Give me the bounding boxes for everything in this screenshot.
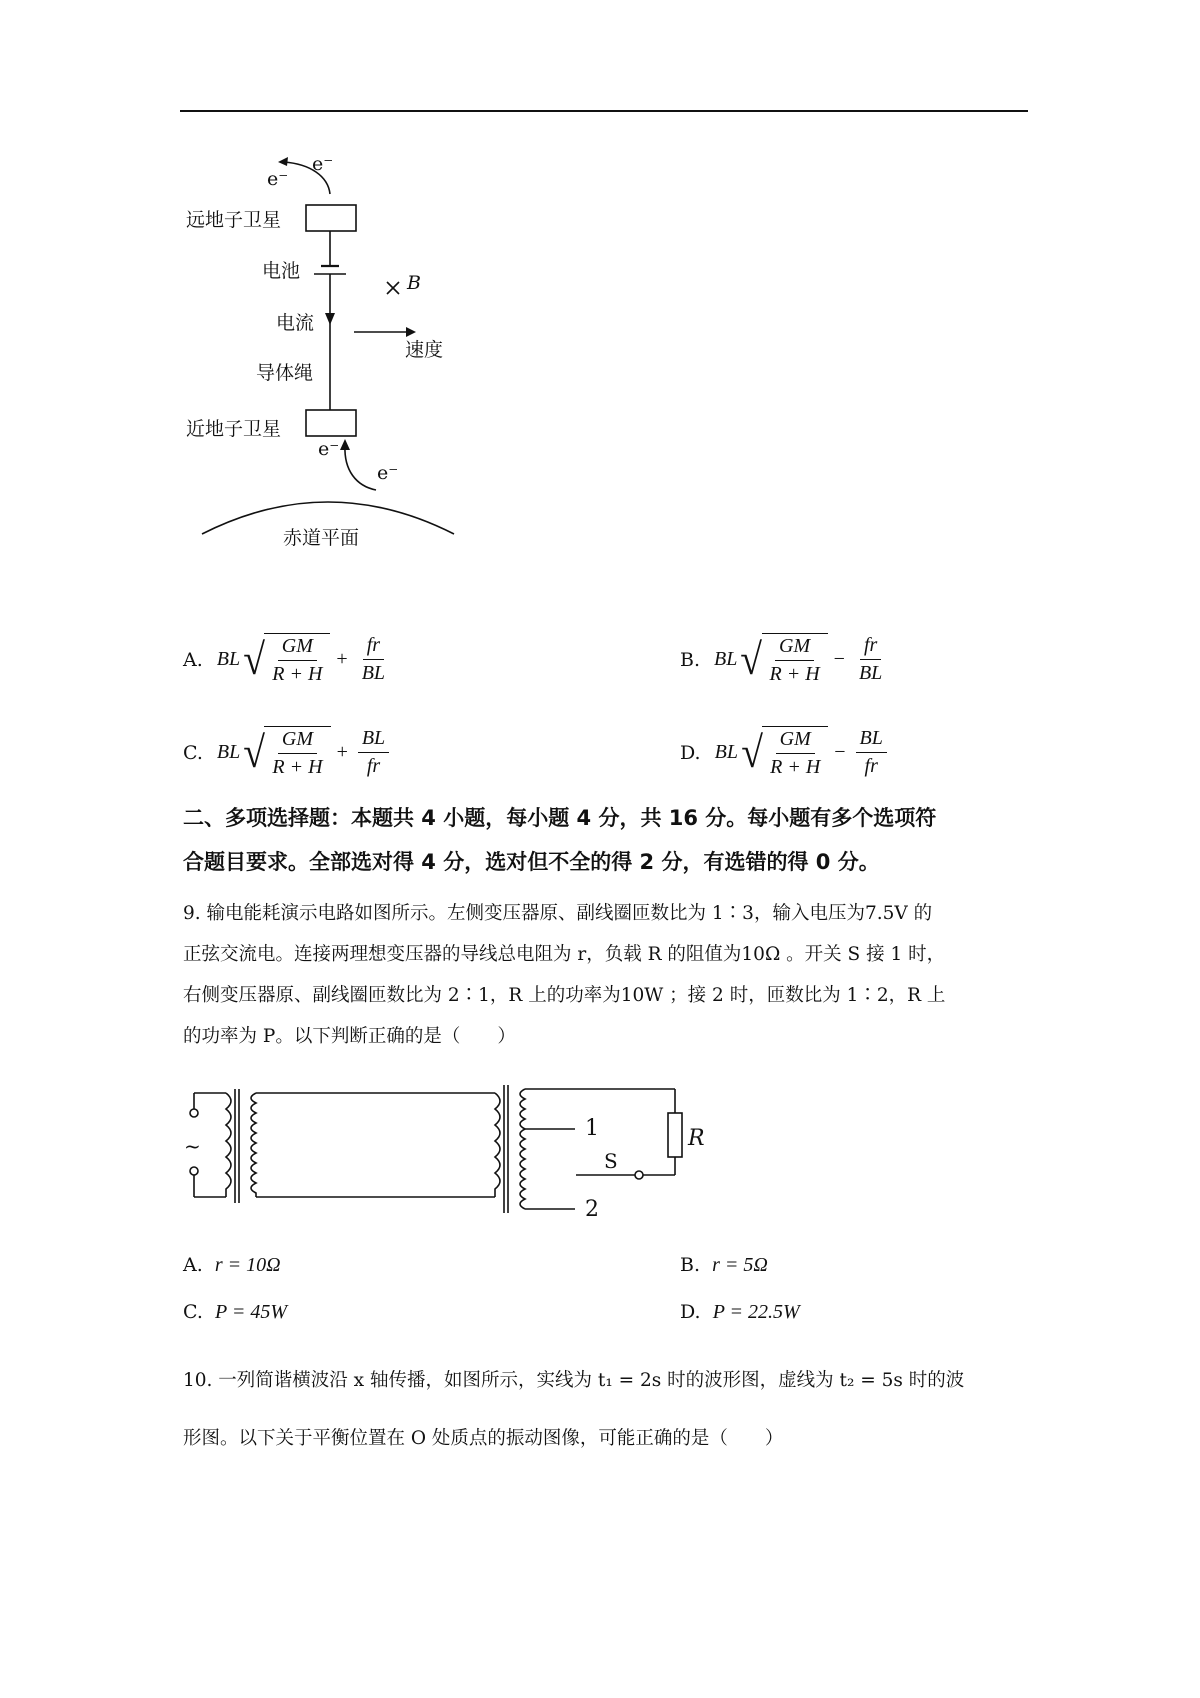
near-satellite-label: 近地子卫星	[186, 418, 282, 440]
option-operator: −	[833, 648, 845, 670]
sqrt-denominator: R + H	[272, 756, 323, 778]
battery-label: 电池	[262, 260, 301, 282]
sqrt-denominator: R + H	[272, 663, 323, 685]
frac-denominator: BL	[361, 662, 386, 684]
option-text: P = 45W	[215, 1301, 288, 1323]
header-rule	[180, 110, 1028, 112]
electron-label-top-b: e⁻	[312, 153, 334, 175]
q9-option-d[interactable]	[680, 1301, 800, 1324]
frac-numerator: BL	[856, 727, 887, 753]
transformer-circuit-diagram	[180, 1085, 740, 1240]
sqrt-denominator: R + H	[769, 663, 820, 685]
terminal-1-label: 1	[585, 1116, 599, 1141]
section-heading-line1: 二、多项选择题：本题共 4 小题，每小题 4 分，共 16 分。每小题有多个选项符	[183, 806, 937, 830]
q9-line2: 正弦交流电。连接两理想变压器的导线总电阻为 r，负载 R 的阻值为10Ω 。开关 S 接 1 时，	[183, 944, 946, 965]
electron-label-top-a: e⁻	[267, 168, 289, 190]
option-text: P = 22.5W	[712, 1301, 800, 1323]
electron-label-bottom-b: e⁻	[377, 462, 399, 484]
option-operator: −	[834, 741, 846, 763]
electron-label-bottom-a: e⁻	[318, 438, 340, 460]
option-letter: B.	[680, 1254, 701, 1276]
option-text: r = 5Ω	[712, 1254, 768, 1276]
sqrt-numerator: GM	[775, 635, 814, 661]
tether-label: 导体绳	[256, 362, 314, 384]
q9-line4: 的功率为 P。以下判断正确的是（ ）	[183, 1026, 516, 1047]
frac-numerator: fr	[363, 634, 384, 660]
option-letter: C.	[183, 741, 203, 764]
option-operator: +	[336, 741, 348, 763]
field-label: B	[407, 272, 421, 294]
q9-option-b[interactable]	[680, 1254, 768, 1277]
option-letter: C.	[183, 1301, 203, 1323]
option-prefix: BL	[216, 648, 241, 670]
equator-label: 赤道平面	[283, 527, 360, 549]
q10-line2: 形图。以下关于平衡位置在 O 处质点的振动图像，可能正确的是（ ）	[183, 1428, 784, 1449]
ac-source-label: ~	[184, 1134, 201, 1158]
sqrt-denominator: R + H	[770, 756, 821, 778]
question-9-text	[183, 893, 1028, 1057]
q10-line1: 10. 一列简谐横波沿 x 轴传播，如图所示，实线为 t₁ = 2s 时的波形图，虚线为 t₂ = 5s 时的波	[183, 1370, 965, 1391]
sqrt-numerator: GM	[278, 728, 317, 754]
terminal-2-label: 2	[585, 1197, 599, 1222]
current-label: 电流	[276, 312, 315, 334]
q8-option-d[interactable]: D. BL √ $\frac{GM}{R + H}$ − $\frac{BL}{fr}$	[680, 726, 891, 779]
frac-denominator: fr	[366, 755, 381, 777]
q9-line1: 9. 输电能耗演示电路如图所示。左侧变压器原、副线圈匝数比为 1∶3，输入电压为7.5V 的	[183, 903, 933, 924]
resistor-label: R	[688, 1126, 705, 1151]
option-letter: A.	[183, 648, 203, 671]
far-satellite-label: 远地子卫星	[186, 209, 282, 231]
velocity-label: 速度	[405, 339, 444, 361]
option-text: r = 10Ω	[214, 1254, 281, 1276]
section-heading	[183, 798, 1028, 883]
option-letter: B.	[680, 648, 701, 671]
sqrt-numerator: GM	[278, 635, 317, 661]
option-operator: +	[336, 648, 348, 670]
option-prefix: BL	[216, 741, 241, 763]
q8-option-a[interactable]: A. BL √ $\frac{GM}{R + H}$ + $\frac{fr}{BL}$	[183, 633, 393, 686]
frac-numerator: fr	[860, 634, 881, 660]
option-letter: D.	[680, 1301, 701, 1323]
section-heading-line2: 合题目要求。全部选对得 4 分，选对但不全的得 2 分，有选错的得 0 分。	[183, 850, 880, 874]
q9-option-c[interactable]	[183, 1301, 287, 1324]
option-prefix: BL	[714, 741, 738, 763]
option-letter: A.	[183, 1254, 203, 1276]
q9-line3: 右侧变压器原、副线圈匝数比为 2∶1，R 上的功率为10W ；接 2 时，匝数比为 1∶2，R 上	[183, 985, 946, 1006]
frac-numerator: BL	[358, 727, 389, 753]
frac-denominator: fr	[864, 755, 878, 777]
option-letter: D.	[680, 741, 701, 764]
q8-option-c[interactable]: C. BL √ $\frac{GM}{R + H}$ + $\frac{BL}{fr}$	[183, 726, 393, 779]
sqrt-numerator: GM	[776, 728, 815, 754]
question-10-text	[183, 1352, 1028, 1468]
switch-label: S	[604, 1149, 618, 1173]
q8-option-b[interactable]: B. BL √ $\frac{GM}{R + H}$ − $\frac{fr}{BL}$	[680, 633, 890, 686]
q9-option-a[interactable]	[183, 1254, 281, 1277]
option-prefix: BL	[714, 648, 738, 670]
frac-denominator: BL	[858, 662, 883, 684]
